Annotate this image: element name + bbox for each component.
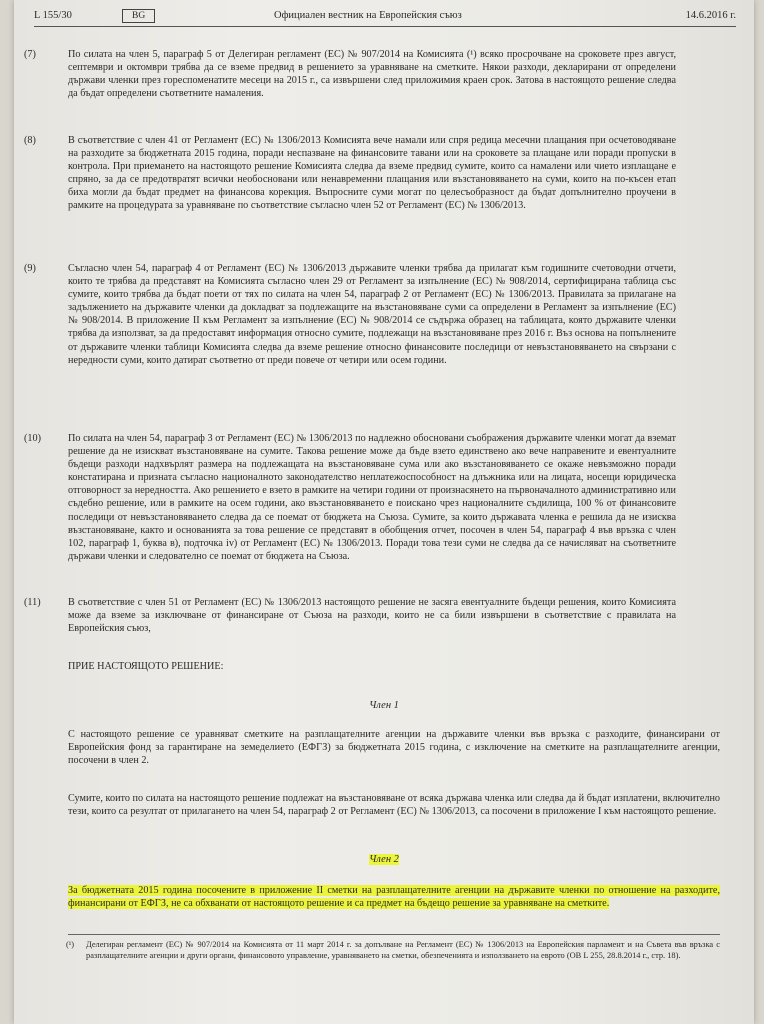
article-2-title <box>14 854 754 865</box>
language-code: BG <box>122 9 155 23</box>
recital-11 <box>24 596 676 635</box>
highlighted-title: Член 2 <box>369 854 399 865</box>
footnote-number: (¹) <box>66 940 75 949</box>
recital-text: По силата на член 5, параграф 5 от Делегиран регламент (ЕС) № 907/2014 на Комисията (¹) всяко просрочване на сроковете през август, септември и октомври трябва да се вземе предвид в решението за уравняване на сметките. Някои разходи, декларирани от определени държави членки през гореспоменатите месеци на 2015 г., са извършени след приложимия краен срок. Затова в настоящото решение следва да бъдат определени съответните намаления. <box>68 49 676 100</box>
recital-9 <box>24 262 676 367</box>
footnote <box>68 934 720 961</box>
recital-number: (9) <box>24 263 36 274</box>
footnote-text: Делегиран регламент (ЕС) № 907/2014 на Комисията от 11 март 2014 г. за допълване на Регламент (ЕС) № 1306/2013 на Европейския парламент и на Съвета във връзка с разплащателните агенции и други органи, финансовото управление, уравняването на сметки, обезпеченията и използването на еврото (ОВ L 255, 28.8.2014 г., стр. 18). <box>86 940 720 960</box>
recital-text: В съответствие с член 41 от Регламент (ЕС) № 1306/2013 Комисията вече намали или спря редица месечни плащания при осчетоводяване на разходите за бюджетната 2015 година, поради неспазване на финансовите тавани или на сроковете за плащане или поради пропуски в контрола. При приемането на настоящото решение Комисията следва да вземе предвид сумите, които са намалени или чието изплащане е спряно, за да се предотвратят всички необосновани или ненавременни плащания или възстановяването на суми, които на по-късен етап биха могли да бъдат предмет на финансова корекция. Въпросните суми могат по целесъобразност да бъдат допълнително проучени в рамките на процедурата за уравняване по съответствие съгласно член 52 от Регламент (ЕС) № 1306/2013. <box>68 135 676 212</box>
page-header <box>34 8 736 27</box>
recital-number: (7) <box>24 49 36 60</box>
article-2-paragraph-1 <box>68 884 720 910</box>
recital-10 <box>24 432 676 563</box>
recital-text: Съгласно член 54, параграф 4 от Регламент (ЕС) № 1306/2013 държавите членки трябва да прилагат към годишните счетоводни отчети, които те трябва да представят на Комисията съгласно член 29 от Регламент за изпълнение (ЕС) № 908/2014, сертифицирана таблица със сумите, които трябва да бъдат поети от тях по силата на член 54, параграф 2 от Регламент (ЕС) № 1306/2013. Правилата за прилагане на задължението на държавите членки да докладват за подлежащите на възстановяване суми са определени в Регламент за изпълнение (ЕС) № 908/2014. В приложение II към Регламент за изпълнение (ЕС) № 908/2014 се съдържа образец на таблицата, която държавите членки трябва да използват, за да предоставят информация относно сумите, подлежащи на възстановяване през 2016 г. Въз основа на попълнените от държавите членки таблици Комисията следва да вземе решение относно финансовите последици от невъзстановяването на свързани с нередности суми, които датират съответно от преди повече от четири или осем години. <box>68 263 676 366</box>
highlighted-text: За бюджетната 2015 година посочените в приложение II сметки на разплащателните агенции на държавите членки по отношение на разходите, финансирани от ЕФГЗ, не са обхванати от настоящото решение и са предмет на бъдещо решение за уравняване на сметките. <box>68 885 720 910</box>
recital-text: В съответствие с член 51 от Регламент (ЕС) № 1306/2013 настоящото решение не засяга евентуалните бъдещи решения, които Комисията може да вземе за изключване от финансиране от Съюза на разходи, които не са били извършени в съответствие с правилата на Европейския съюз, <box>68 597 676 635</box>
journal-page <box>14 0 754 1024</box>
recital-number: (11) <box>24 597 41 608</box>
recital-7 <box>24 48 676 100</box>
publication-date: 14.6.2016 г. <box>685 10 736 21</box>
recital-number: (8) <box>24 135 36 146</box>
article-1-paragraph-2: Сумите, които по силата на настоящото решение подлежат на възстановяване от всяка държава членка или следва да й бъдат изплатени, включително тези, които са резултат от прилагането на член 54, параграф 2 от Регламент (ЕС) № 1306/2013, са посочени в приложение I към настоящото решение. <box>68 793 720 818</box>
recital-text: По силата на член 54, параграф 3 от Регламент (ЕС) № 1306/2013 по надлежно обосновани съображения държавите членки могат да вземат решение да не изискват възстановяване на сумите. Такова решение може да бъде взето единствено ако вече направените и евентуалните бъдещи разходи надхвърлят размера на подлежащата на възстановяване сума или ако възстановяването се окаже невъзможно поради констатирана и призната съгласно националното законодателство неплатежоспособност на длъжника или на лицата, носещи юридическа отговорност за нередността. Ако решението е взето в рамките на четири години от произнасянето на първоначалното административно или съдебно решение, или в рамките на осем години, ако възстановяването е поискано чрез националните съдилища, 100 % от финансовите последици от невъзстановяването следва да се поемат от бюджета на Съюза. Сумите, за които държавата членка е решила да не изисква възстановяване, както и основанията за това решение се представят в обобщения отчет, посочен в член 54, параграф 4 във връзка с член 102, параграф 1, буква в), подточка iv) от Регламент (ЕС) № 1306/2013. Поради това тези суми не следва да се начисляват на съответните държави членки и следователно се поемат от бюджета на Съюза. <box>68 433 676 562</box>
page-reference: L 155/30 <box>34 10 72 21</box>
adoption-statement: ПРИЕ НАСТОЯЩОТО РЕШЕНИЕ: <box>68 661 224 672</box>
recital-number: (10) <box>24 433 41 444</box>
article-1-title: Член 1 <box>369 700 399 711</box>
recital-8 <box>24 134 676 213</box>
article-1-paragraph-1: С настоящото решение се уравняват сметките на разплащателните агенции на държавите членки във връзка с разходите, финансирани от Европейския фонд за гарантиране на земеделието (ЕФГЗ) за бюджетната 2015 година, с изключение на сметките на разплащателните агенции, посочени в член 2. <box>68 729 720 767</box>
journal-title: Официален вестник на Европейския съюз <box>274 10 462 21</box>
